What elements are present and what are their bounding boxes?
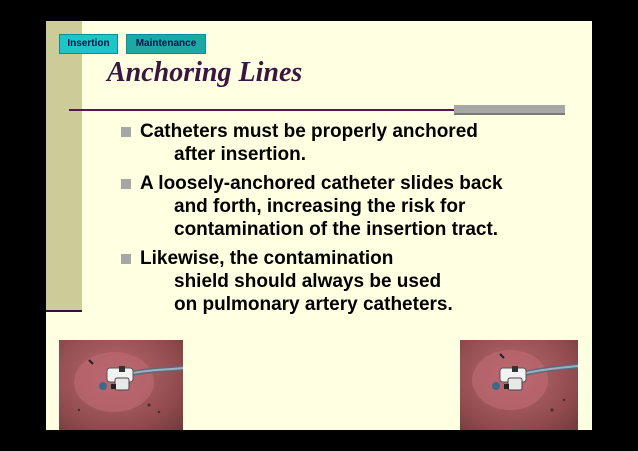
bullet-text: after insertion. <box>174 144 306 165</box>
insertion-nav-button[interactable]: Insertion <box>59 34 118 54</box>
square-bullet-icon <box>121 179 131 189</box>
bullet-list <box>120 120 580 322</box>
bullet-text: Catheters must be properly anchored <box>140 121 478 142</box>
catheter-anchor-photo-right <box>460 340 578 430</box>
bullet-text: A loosely-anchored catheter slides back <box>140 173 503 194</box>
title-divider-accent <box>454 105 565 115</box>
left-accent-base <box>46 310 82 312</box>
bullet-item <box>120 172 580 241</box>
left-accent-bar <box>46 21 82 311</box>
bullet-text: contamination of the insertion tract. <box>174 219 499 240</box>
bullet-text: shield should always be used <box>174 271 442 292</box>
maintenance-nav-button[interactable]: Maintenance <box>126 34 206 54</box>
bullet-text: Likewise, the contamination <box>140 248 394 269</box>
catheter-anchor-photo-left <box>59 340 183 430</box>
bullet-item <box>120 120 580 166</box>
slide <box>46 21 592 430</box>
square-bullet-icon <box>121 127 131 137</box>
bullet-item <box>120 247 580 316</box>
slide-title: Anchoring Lines <box>107 57 303 88</box>
square-bullet-icon <box>121 254 131 264</box>
bullet-text: on pulmonary artery catheters. <box>174 294 453 315</box>
bullet-text: and forth, increasing the risk for <box>174 196 466 217</box>
